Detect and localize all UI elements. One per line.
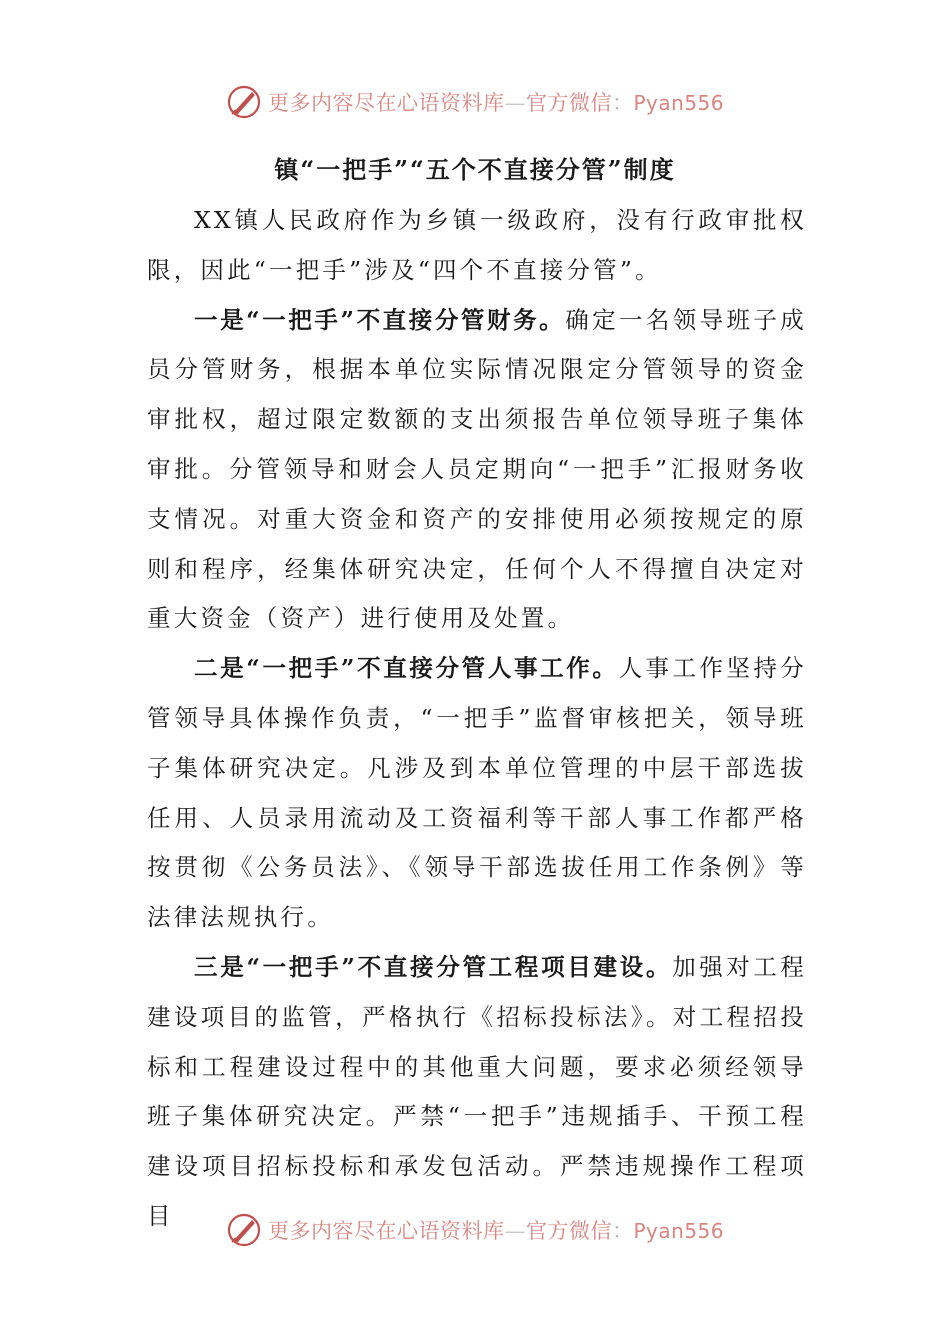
section-body-1: 确定一名领导班子成员分管财务，根据本单位实际情况限定分管领导的资金审批权，超过限定数额的支出须报告单位领导班子集体审批。分管领导和财会人员定期向“一把手”汇报财务收支情况。对重大资金和资产的安排使用必须按规定的原则和程序，经集体研究决定，任何个人不得擅自决定对重大资金（资产）进行使用及处置。	[147, 305, 807, 633]
watermark-text	[268, 1215, 724, 1245]
quill-logo-icon	[226, 1212, 262, 1248]
watermark-id: Pyan556	[633, 91, 725, 115]
watermark-label: 官方微信	[526, 1219, 612, 1243]
watermark-text	[268, 87, 724, 117]
watermark-label: 官方微信	[526, 91, 612, 115]
section-paragraph-1	[147, 296, 807, 645]
quill-logo-icon	[226, 84, 262, 120]
section-heading-3: 三是“一把手”不直接分管工程项目建设。	[194, 952, 673, 981]
watermark-banner-top	[226, 82, 746, 122]
watermark-prefix: 更多内容尽在心语资料库	[268, 1219, 505, 1243]
watermark-id: Pyan556	[633, 1219, 725, 1243]
document-body	[147, 196, 807, 1242]
section-body-2: 人事工作坚持分管领导具体操作负责，“一把手”监督审核把关，领导班子集体研究决定。凡涉及到本单位管理的中层干部选拔任用、人员录用流动及工资福利等干部人事工作都严格按贯彻《公务员法》、《领导干部选拔任用工作条例》等法律法规执行。	[147, 654, 807, 932]
watermark-prefix: 更多内容尽在心语资料库	[268, 91, 505, 115]
watermark-banner-bottom	[226, 1210, 746, 1250]
document-title: 镇“一把手”“五个不直接分管”制度	[274, 155, 676, 184]
section-heading-2: 二是“一把手”不直接分管人事工作。	[194, 654, 619, 683]
watermark-sep: ：	[612, 1219, 634, 1243]
watermark-dash: —	[504, 91, 526, 115]
section-paragraph-3	[147, 943, 807, 1242]
section-heading-1: 一是“一把手”不直接分管财务。	[194, 305, 566, 334]
watermark-sep: ：	[612, 91, 634, 115]
watermark-dash: —	[504, 1219, 526, 1243]
section-body-3: 加强对工程建设项目的监管，严格执行《招标投标法》。对工程招投标和工程建设过程中的其他重大问题，要求必须经领导班子集体研究决定。严禁“一把手”违规插手、干预工程建设项目招标投标和承发包活动。严禁违规操作工程项目	[147, 952, 807, 1230]
intro-paragraph: XX镇人民政府作为乡镇一级政府，没有行政审批权限，因此“一把手”涉及“四个不直接分管”。	[147, 206, 807, 284]
section-paragraph-2	[147, 644, 807, 943]
